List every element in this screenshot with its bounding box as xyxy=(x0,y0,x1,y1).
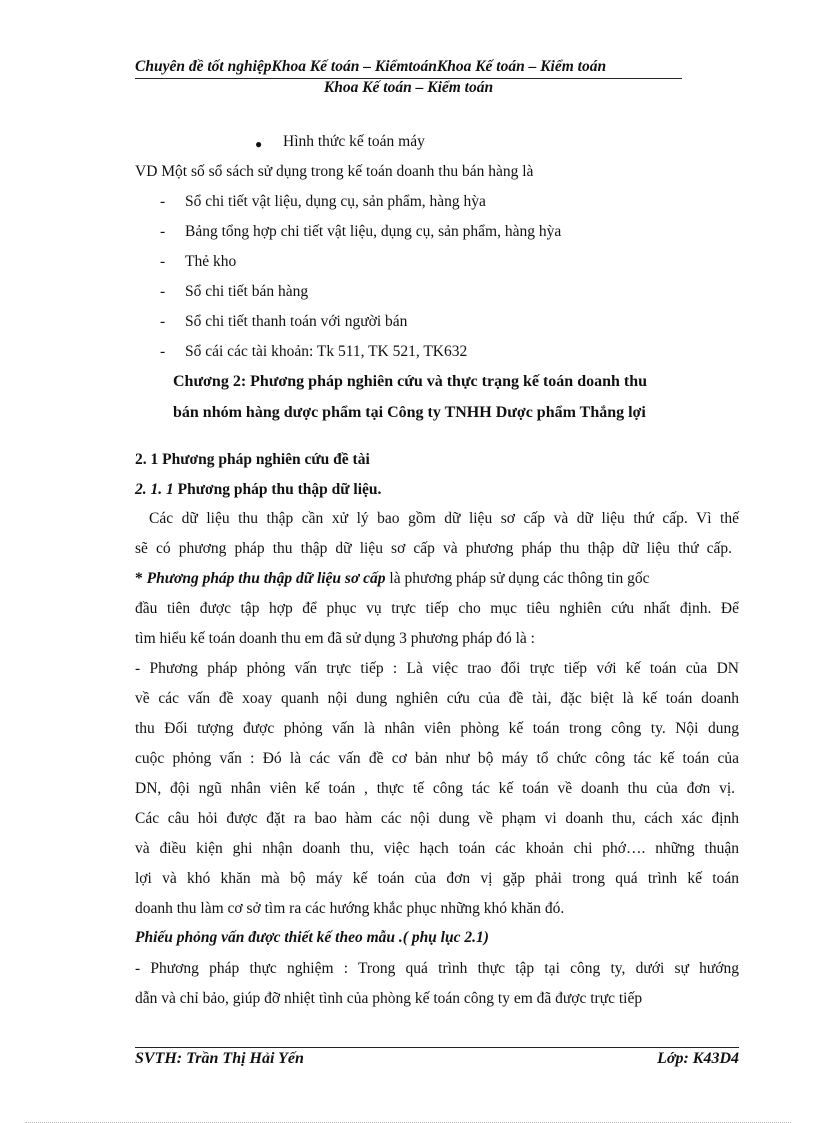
header-line-1: Chuyên đề tốt nghiệpKhoa Kế toán – KiểmtoánKhoa Kế toán – Kiểm toán xyxy=(135,58,607,75)
paragraph-line: về các vấn đề xoay quanh nội dung nghiên cứu của đề tài, đặc biệt là kế toán doanh xyxy=(135,690,739,707)
emphasis-phrase: Phương pháp thu thập dữ liệu sơ cấp xyxy=(146,570,386,587)
paragraph-line xyxy=(135,570,739,588)
list-item: Sổ chi tiết vật liệu, dụng cụ, sản phẩm, hàng hỳa xyxy=(185,193,486,210)
paragraph-line: tìm hiểu kế toán doanh thu em đã sử dụng 3 phương pháp đó là : xyxy=(135,630,535,647)
dash-marker: - xyxy=(160,343,166,360)
paragraph-line: đầu tiên được tập hợp để phục vụ trực tiếp cho mục tiêu nghiên cứu nhất định. Để xyxy=(135,600,739,617)
list-item: Bảng tổng hợp chi tiết vật liệu, dụng cụ, sản phẩm, hàng hỳa xyxy=(185,223,562,240)
paragraph-line: sẽ có phương pháp thu thập dữ liệu sơ cấp và phương pháp thu thập dữ liệu thứ cấp. xyxy=(135,540,732,557)
paragraph-line: lợi và khó khăn mà bộ máy kế toán của đơn vị gặp phải trong quá trình kế toán xyxy=(135,870,739,887)
dash-marker: - xyxy=(160,313,166,330)
dash-marker: - xyxy=(160,223,166,240)
section-number: 2. 1. 1 xyxy=(135,481,174,498)
paragraph-line: thu Đối tượng được phỏng vấn là nhân viên phòng kế toán trong công ty. Nội dung xyxy=(135,720,739,737)
section-title: Phương pháp thu thập dữ liệu. xyxy=(177,481,382,498)
footer-rule xyxy=(135,1047,739,1048)
footer-student: SVTH: Trần Thị Hải Yến xyxy=(135,1050,304,1067)
list-item: Sổ chi tiết thanh toán với người bán xyxy=(185,313,408,330)
list-item: Sổ chi tiết bán hàng xyxy=(185,283,309,300)
footer-class: Lớp: K43D4 xyxy=(657,1050,739,1067)
paragraph-line: - Phương pháp thực nghiệm : Trong quá trình thực tập tại công ty, dưới sự hướng xyxy=(135,960,739,977)
dash-marker: - xyxy=(160,253,166,270)
dash-marker: - xyxy=(160,193,166,210)
dash-marker: - xyxy=(160,283,166,300)
paragraph-line: Các câu hỏi được đặt ra bao hàm các nội dung về phạm vi doanh thu, cách xác định xyxy=(135,810,739,827)
phieu-line: Phiếu phỏng vấn được thiết kế theo mẫu .( phụ lục 2.1) xyxy=(135,929,489,946)
header-line-2: Khoa Kế toán – Kiểm toán xyxy=(323,79,494,96)
chapter-title-line-2: bán nhóm hàng dược phẩm tại Công ty TNHH Dược phẩm Thắng lợi xyxy=(173,404,646,421)
paragraph-line: cuộc phỏng vấn : Đó là các vấn đề cơ bản như bộ máy tổ chức công tác kế toán của xyxy=(135,750,739,767)
star-marker: * xyxy=(135,570,147,587)
paragraph-line: DN, đội ngũ nhân viên kế toán , thực tế công tác kế toán về doanh thu của đơn vị. xyxy=(135,780,735,797)
paragraph-line: doanh thu làm cơ sở tìm ra các hướng khắc phục những khó khăn đó. xyxy=(135,900,565,917)
list-item: Sổ cái các tài khoản: Tk 511, TK 521, TK632 xyxy=(185,343,468,360)
section-heading-2-1: 2. 1 Phương pháp nghiên cứu đề tài xyxy=(135,451,370,468)
vd-line: VD Một số sổ sách sử dụng trong kế toán doanh thu bán hàng là xyxy=(135,163,534,180)
page-header xyxy=(135,56,682,98)
bullet-icon: ● xyxy=(255,137,263,151)
bullet-item: Hình thức kế toán máy xyxy=(283,133,425,150)
paragraph-line: - Phương pháp phỏng vấn trực tiếp : Là việc trao đổi trực tiếp với kế toán của DN xyxy=(135,660,739,677)
paragraph-text: là phương pháp sử dụng các thông tin gốc xyxy=(385,570,650,587)
chapter-title-line-1: Chương 2: Phương pháp nghiên cứu và thực trạng kế toán doanh thu xyxy=(173,373,648,390)
section-heading-2-1-1 xyxy=(135,481,381,499)
paragraph-line: dẫn và chỉ bảo, giúp đỡ nhiệt tình của phòng kế toán công ty em đã được trực tiếp xyxy=(135,990,643,1007)
header-rule xyxy=(135,78,682,79)
paragraph-line: Các dữ liệu thu thập cần xử lý bao gồm dữ liệu sơ cấp và dữ liệu thứ cấp. Vì thế xyxy=(149,510,739,527)
list-item: Thẻ kho xyxy=(185,253,237,270)
paragraph-line: và điều kiện ghi nhận doanh thu, việc hạch toán các khoản chi phớ…. những thuận xyxy=(135,840,739,857)
